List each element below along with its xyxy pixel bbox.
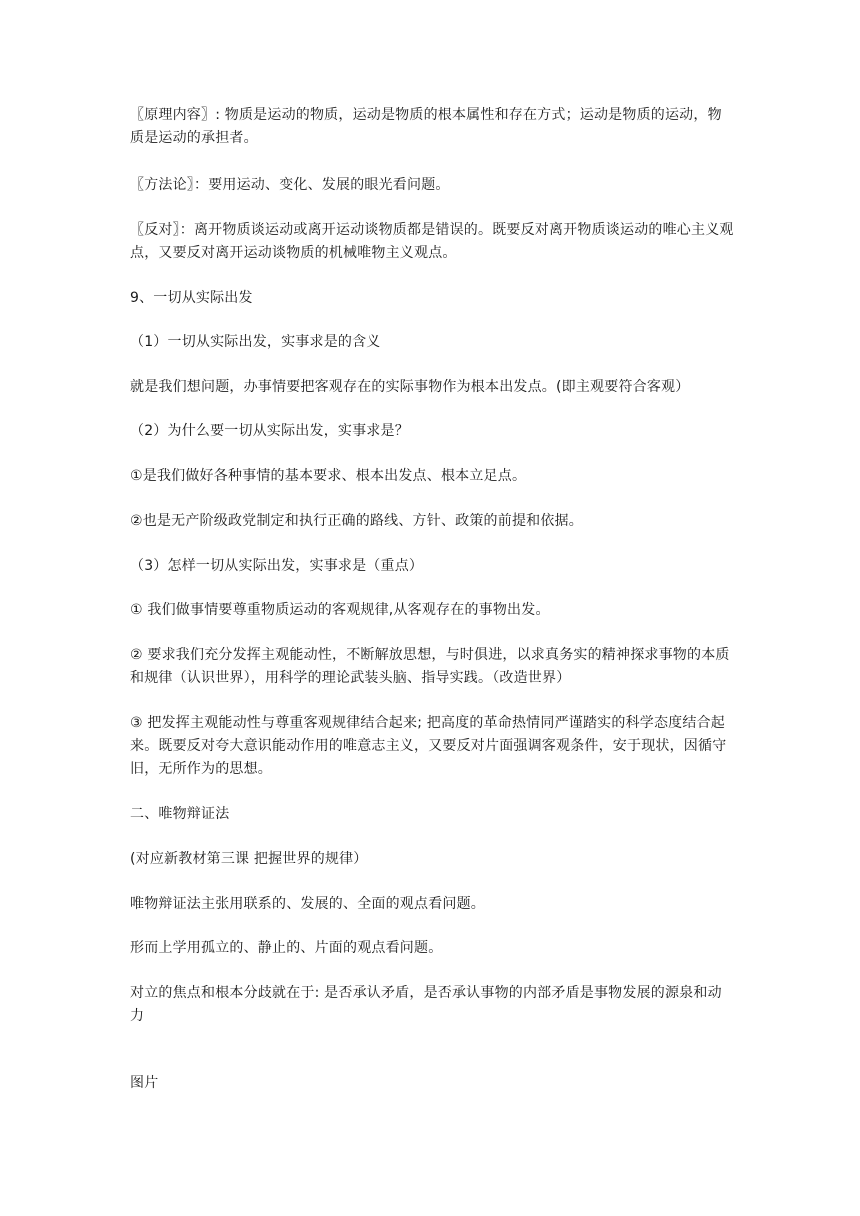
conflict-paragraph: 对立的焦点和根本分歧就在于: 是否承认矛盾，是否承认事物的内部矛盾是事物发展的源泉和动力	[130, 985, 722, 1024]
subheading-1: （1）一切从实际出发，实事求是的含义	[130, 334, 381, 350]
method-item-2: ② 要求我们充分发挥主观能动性，不断解放思想，与时俱进，以求真务实的精神探求事物的本质和规律（认识世界），用科学的理论武装头脑、指导实践。（改造世界）	[130, 647, 730, 686]
reason-item-1: ①是我们做好各种事情的基本要求、根本出发点、根本立足点。	[130, 468, 527, 484]
subheading-2: （2）为什么要一切从实际出发，实事求是？	[130, 423, 409, 439]
image-label: 图片	[130, 1075, 159, 1091]
section-heading-9: 9、一切从实际出发	[130, 290, 253, 306]
metaphysics-paragraph: 形而上学用孤立的、静止的、片面的观点看问题。	[130, 940, 443, 956]
methodology-paragraph: 〖方法论〗：要用运动、变化、发展的眼光看问题。	[130, 177, 450, 193]
textbook-reference: (对应新教材第三课 把握世界的规律）	[130, 851, 368, 867]
method-item-3: ③ 把发挥主观能动性与尊重客观规律结合起来; 把高度的革命热情同严谨踏实的科学态度结合起来。既要反对夸大意识能动作用的唯意志主义，又要反对片面强调客观条件，安于现状，因循守旧，无所作为的思想。	[130, 715, 727, 777]
reason-item-2: ②也是无产阶级政党制定和执行正确的路线、方针、政策的前提和依据。	[130, 513, 583, 529]
method-item-1: ① 我们做事情要尊重物质运动的客观规律,从客观存在的事物出发。	[130, 602, 550, 618]
principle-paragraph: 〖原理内容〗: 物质是运动的物质，运动是物质的根本属性和存在方式；运动是物质的运动，物质是运动的承担者。	[130, 107, 722, 146]
meaning-paragraph: 就是我们想问题，办事情要把客观存在的实际事物作为根本出发点。(即主观要符合客观）	[130, 379, 690, 395]
section-heading-dialectics: 二、唯物辩证法	[130, 806, 230, 822]
subheading-3: （3）怎样一切从实际出发，实事求是（重点）	[130, 558, 424, 574]
dialectics-paragraph: 唯物辩证法主张用联系的、发展的、全面的观点看问题。	[130, 896, 485, 912]
opposition-paragraph: 〖反对〗：离开物质谈运动或离开运动谈物质都是错误的。既要反对离开物质谈运动的唯心主义观点，又要反对离开运动谈物质的机械唯物主义观点。	[130, 222, 734, 261]
